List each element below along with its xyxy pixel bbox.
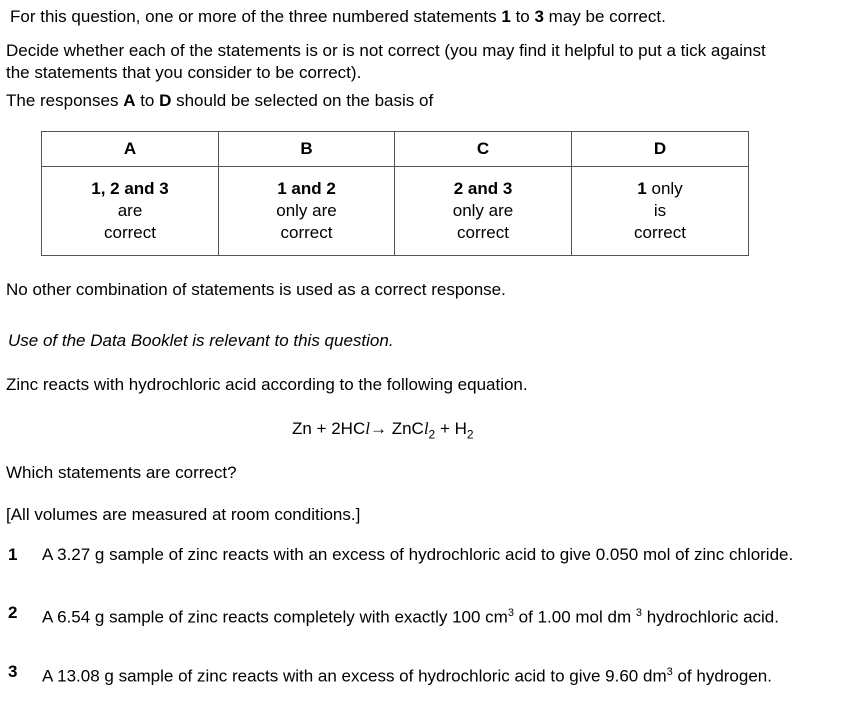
statement-2-text-pre: A 6.54 g sample of zinc reacts completely with exactly 100 cm: [42, 607, 508, 627]
intro-line-4: [6, 91, 433, 111]
statement-3-number: 3: [8, 662, 18, 681]
statement-2-sup-1: 3: [507, 607, 514, 619]
intro-line-4-to: to: [135, 91, 160, 110]
response-header-a: A: [42, 132, 219, 167]
response-cell-a-line3: correct: [104, 223, 156, 242]
response-cell-d-line2: is: [653, 201, 667, 220]
response-cell-c-line2: only are: [452, 201, 514, 220]
intro-line-1: [10, 7, 666, 27]
response-key-body-row: [42, 167, 749, 256]
intro-line-4-d: D: [159, 91, 172, 110]
response-cell-c-line1: 2 and 3: [453, 179, 513, 198]
response-key-header-row: [42, 132, 749, 167]
response-cell-a-line1: 1, 2 and 3: [91, 179, 169, 198]
intro-line-1-to: to: [510, 7, 535, 26]
statement-3-text: [42, 661, 824, 688]
statement-1-number: 1: [8, 545, 18, 564]
statement-3-text-pre: A 13.08 g sample of zinc reacts with an excess of hydrochloric acid to give 9.60 dm: [42, 666, 667, 686]
equation-subscript-h2: 2: [466, 427, 474, 442]
equation-arrow: →: [369, 419, 387, 438]
statement-2-text: [42, 602, 824, 629]
response-cell-d-line1: [572, 178, 748, 200]
response-cell-b-line2: only are: [276, 201, 337, 220]
equation-reactants: Zn + 2HC: [292, 419, 366, 438]
statement-3-text-post: of hydrogen.: [672, 666, 772, 686]
equation-cl-2: l: [423, 419, 429, 438]
intro-line-1-post: may be correct.: [543, 7, 666, 26]
response-cell-d-num: 1: [637, 179, 647, 198]
response-cell-b-line1: 1 and 2: [277, 179, 336, 198]
question-prompt: Which statements are correct?: [6, 463, 237, 482]
response-key-table: [41, 131, 749, 256]
response-cell-d: [572, 167, 749, 256]
intro-line-1-num3: 3: [534, 7, 544, 26]
data-booklet-note: Use of the Data Booklet is relevant to this question.: [8, 331, 394, 350]
statement-2-text-mid: of 1.00 mol dm: [513, 607, 636, 627]
intro-line-4-a: A: [123, 91, 136, 110]
intro-line-4-pre: The responses: [6, 91, 124, 110]
response-cell-a: [42, 167, 219, 256]
equation-cl-1: l: [365, 419, 370, 438]
response-cell-d-line3: correct: [634, 223, 686, 242]
statement-2-number: 2: [8, 603, 18, 622]
statement-2-text-post: hydrochloric acid.: [641, 607, 779, 627]
conditions-note: [All volumes are measured at room conditions.]: [6, 505, 361, 524]
response-header-c: C: [395, 132, 572, 167]
chemical-equation: [292, 419, 474, 441]
response-cell-b-line3: correct: [280, 223, 333, 242]
response-cell-a-line2: are: [117, 201, 143, 220]
reaction-intro: Zinc reacts with hydrochloric acid according to the following equation.: [6, 375, 528, 394]
equation-plus-h: + H: [435, 419, 467, 438]
response-cell-c-line3: correct: [457, 223, 509, 242]
response-cell-d-suffix: only: [646, 179, 683, 198]
intro-line-1-pre: For this: [10, 7, 67, 26]
intro-line-1-num1: 1: [501, 7, 511, 26]
intro-line-2: Decide whether each of the statements is or is not correct (you may find it helpful to put a tick against: [6, 41, 766, 60]
intro-line-4-post: should be selected on the basis of: [171, 91, 434, 110]
equation-product: ZnC: [386, 419, 424, 438]
response-cell-b: [219, 167, 395, 256]
response-cell-c: [395, 167, 572, 256]
intro-line-1-mid: question, one or more of the three numbered statements: [66, 7, 502, 26]
no-other-combination-note: No other combination of statements is used as a correct response.: [6, 280, 506, 299]
response-header-d: D: [572, 132, 749, 167]
statement-1-text: A 3.27 g sample of zinc reacts with an excess of hydrochloric acid to give 0.050 mol of zinc chloride.: [42, 545, 794, 564]
statement-2-sup-2: 3: [635, 607, 642, 619]
statement-3-sup-1: 3: [666, 666, 673, 678]
intro-line-3: the statements that you consider to be correct).: [6, 63, 362, 82]
response-header-b: B: [219, 132, 395, 167]
equation-subscript-2: 2: [428, 427, 436, 442]
